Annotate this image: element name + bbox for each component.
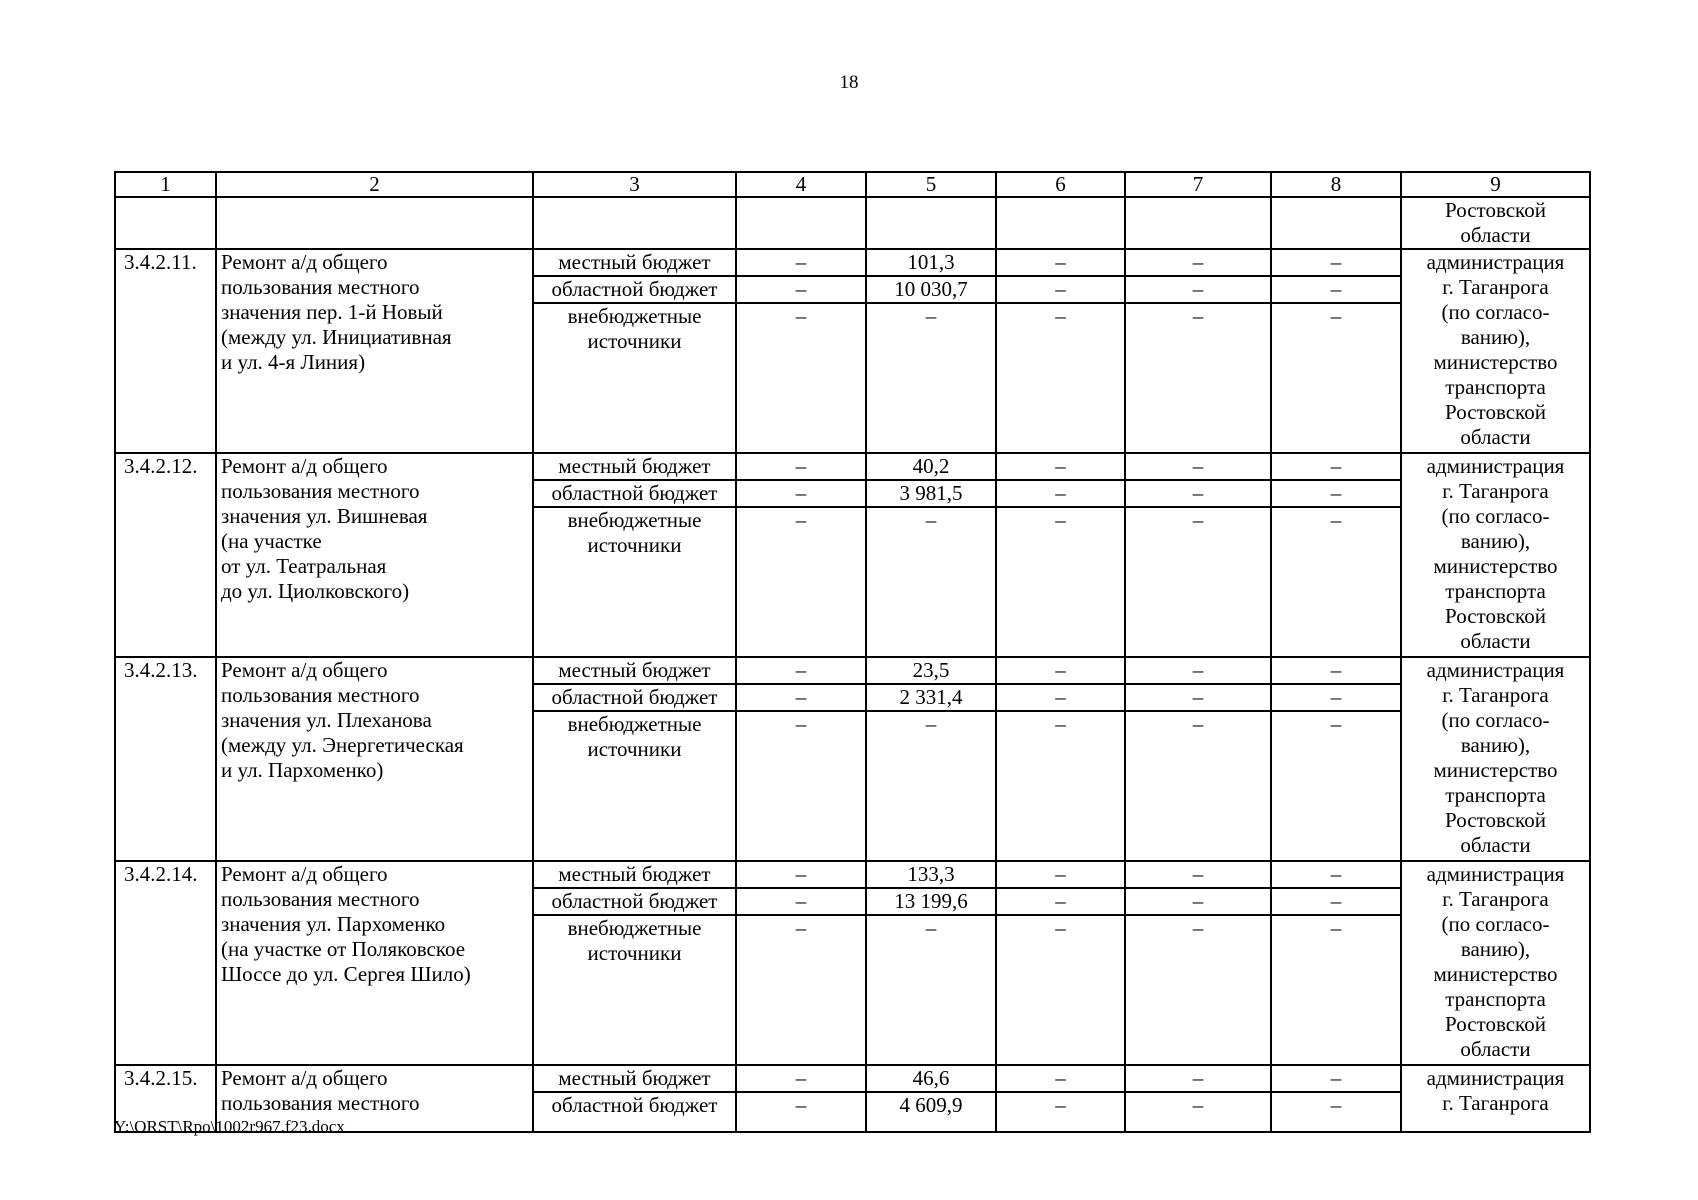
value-cell-col-8: – <box>1271 507 1401 657</box>
value-cell-col-5: 10 030,7 <box>866 276 996 303</box>
table-row <box>115 1065 1590 1092</box>
value-cell-col-7: – <box>1125 657 1271 684</box>
value-cell-col-5: 40,2 <box>866 453 996 480</box>
empty-cell <box>533 197 736 249</box>
value-cell-col-6: – <box>996 276 1125 303</box>
value-cell-col-7: – <box>1125 861 1271 888</box>
value-cell-col-5: 23,5 <box>866 657 996 684</box>
value-cell-col-7: – <box>1125 249 1271 276</box>
empty-cell <box>1125 197 1271 249</box>
funding-source: местный бюджет <box>533 657 736 684</box>
value-cell-col-4: – <box>736 657 866 684</box>
funding-source: местный бюджет <box>533 249 736 276</box>
value-cell-col-7: – <box>1125 684 1271 711</box>
value-cell-col-4: – <box>736 711 866 861</box>
value-cell-col-4: – <box>736 453 866 480</box>
col-header-4: 4 <box>736 172 866 197</box>
value-cell-col-4: – <box>736 1065 866 1092</box>
col-header-7: 7 <box>1125 172 1271 197</box>
value-cell-col-8: – <box>1271 861 1401 888</box>
value-cell-col-5: – <box>866 711 996 861</box>
funding-source: местный бюджет <box>533 1065 736 1092</box>
measure-name: Ремонт а/д общего пользования местного значения ул. Плеханова (между ул. Энергетическая и ул. Пархоменко) <box>216 657 533 861</box>
funding-source: внебюджетные источники <box>533 507 736 657</box>
row-number: 3.4.2.13. <box>115 657 216 861</box>
file-path-footer: Y:\ORST\Rpo\1002r967.f23.docx <box>114 1117 345 1136</box>
value-cell-col-6: – <box>996 711 1125 861</box>
value-cell-col-5: 46,6 <box>866 1065 996 1092</box>
row-number: 3.4.2.14. <box>115 861 216 1065</box>
col-header-1: 1 <box>115 172 216 197</box>
value-cell-col-8: – <box>1271 657 1401 684</box>
row-number: 3.4.2.15. <box>115 1065 216 1132</box>
measure-name: Ремонт а/д общего пользования местного <box>216 1065 533 1132</box>
col-header-2: 2 <box>216 172 533 197</box>
value-cell-col-8: – <box>1271 249 1401 276</box>
table-row <box>115 249 1590 276</box>
budget-table <box>114 171 1591 1133</box>
value-cell-col-6: – <box>996 1092 1125 1132</box>
value-cell-col-8: – <box>1271 453 1401 480</box>
value-cell-col-6: – <box>996 861 1125 888</box>
table-row <box>115 453 1590 480</box>
row-number: 3.4.2.12. <box>115 453 216 657</box>
value-cell-col-8: – <box>1271 1092 1401 1132</box>
value-cell-col-5: 3 981,5 <box>866 480 996 507</box>
value-cell-col-4: – <box>736 507 866 657</box>
value-cell-col-8: – <box>1271 915 1401 1065</box>
value-cell-col-4: – <box>736 276 866 303</box>
responsible-party: администрация г. Таганрога (по согласо- ванию), министерство транспорта Ростовской области <box>1401 249 1590 453</box>
funding-source: внебюджетные источники <box>533 915 736 1065</box>
value-cell-col-7: – <box>1125 1092 1271 1132</box>
value-cell-col-8: – <box>1271 711 1401 861</box>
empty-cell <box>866 197 996 249</box>
row-number: 3.4.2.11. <box>115 249 216 453</box>
value-cell-col-4: – <box>736 1092 866 1132</box>
col-header-6: 6 <box>996 172 1125 197</box>
funding-source: областной бюджет <box>533 1092 736 1132</box>
value-cell-col-7: – <box>1125 480 1271 507</box>
value-cell-col-6: – <box>996 507 1125 657</box>
value-cell-col-8: – <box>1271 480 1401 507</box>
responsible-party: администрация г. Таганрога (по согласо- ванию), министерство транспорта Ростовской области <box>1401 453 1590 657</box>
header-row <box>115 172 1590 197</box>
table-row <box>115 657 1590 684</box>
funding-source: областной бюджет <box>533 684 736 711</box>
col-header-8: 8 <box>1271 172 1401 197</box>
funding-source: местный бюджет <box>533 453 736 480</box>
value-cell-col-8: – <box>1271 303 1401 453</box>
empty-cell <box>996 197 1125 249</box>
value-cell-col-6: – <box>996 249 1125 276</box>
value-cell-col-7: – <box>1125 915 1271 1065</box>
value-cell-col-5: 4 609,9 <box>866 1092 996 1132</box>
value-cell-col-5: 13 199,6 <box>866 888 996 915</box>
measure-name: Ремонт а/д общего пользования местного значения ул. Вишневая (на участке от ул. Театральная до ул. Циолковского) <box>216 453 533 657</box>
continuation-row <box>115 197 1590 249</box>
value-cell-col-7: – <box>1125 507 1271 657</box>
value-cell-col-5: – <box>866 303 996 453</box>
funding-source: областной бюджет <box>533 480 736 507</box>
funding-source: внебюджетные источники <box>533 711 736 861</box>
value-cell-col-8: – <box>1271 888 1401 915</box>
value-cell-col-8: – <box>1271 684 1401 711</box>
empty-cell <box>736 197 866 249</box>
col-header-3: 3 <box>533 172 736 197</box>
funding-source: областной бюджет <box>533 276 736 303</box>
continuation-responsible: Ростовской области <box>1401 197 1590 249</box>
value-cell-col-8: – <box>1271 276 1401 303</box>
value-cell-col-4: – <box>736 915 866 1065</box>
responsible-party: администрация г. Таганрога <box>1401 1065 1590 1132</box>
value-cell-col-6: – <box>996 480 1125 507</box>
value-cell-col-6: – <box>996 684 1125 711</box>
table-row <box>115 861 1590 888</box>
value-cell-col-6: – <box>996 888 1125 915</box>
value-cell-col-4: – <box>736 480 866 507</box>
value-cell-col-4: – <box>736 249 866 276</box>
responsible-party: администрация г. Таганрога (по согласо- ванию), министерство транспорта Ростовской области <box>1401 861 1590 1065</box>
funding-source: местный бюджет <box>533 861 736 888</box>
measure-name: Ремонт а/д общего пользования местного значения ул. Пархоменко (на участке от Поляковское Шоссе до ул. Сергея Шило) <box>216 861 533 1065</box>
measure-name: Ремонт а/д общего пользования местного значения пер. 1-й Новый (между ул. Инициативная и ул. 4-я Линия) <box>216 249 533 453</box>
value-cell-col-5: – <box>866 507 996 657</box>
value-cell-col-4: – <box>736 303 866 453</box>
value-cell-col-6: – <box>996 915 1125 1065</box>
value-cell-col-5: – <box>866 915 996 1065</box>
value-cell-col-7: – <box>1125 276 1271 303</box>
value-cell-col-8: – <box>1271 1065 1401 1092</box>
page-number: 18 <box>839 72 859 93</box>
funding-source: областной бюджет <box>533 888 736 915</box>
value-cell-col-7: – <box>1125 711 1271 861</box>
value-cell-col-6: – <box>996 303 1125 453</box>
value-cell-col-6: – <box>996 453 1125 480</box>
value-cell-col-6: – <box>996 1065 1125 1092</box>
value-cell-col-5: 2 331,4 <box>866 684 996 711</box>
value-cell-col-7: – <box>1125 888 1271 915</box>
value-cell-col-4: – <box>736 888 866 915</box>
funding-source: внебюджетные источники <box>533 303 736 453</box>
value-cell-col-4: – <box>736 684 866 711</box>
value-cell-col-5: 101,3 <box>866 249 996 276</box>
col-header-9: 9 <box>1401 172 1590 197</box>
value-cell-col-5: 133,3 <box>866 861 996 888</box>
value-cell-col-6: – <box>996 657 1125 684</box>
col-header-5: 5 <box>866 172 996 197</box>
empty-cell <box>216 197 533 249</box>
value-cell-col-4: – <box>736 861 866 888</box>
responsible-party: администрация г. Таганрога (по согласо- ванию), министерство транспорта Ростовской области <box>1401 657 1590 861</box>
value-cell-col-7: – <box>1125 303 1271 453</box>
empty-cell <box>1271 197 1401 249</box>
value-cell-col-7: – <box>1125 1065 1271 1092</box>
value-cell-col-7: – <box>1125 453 1271 480</box>
empty-cell <box>115 197 216 249</box>
